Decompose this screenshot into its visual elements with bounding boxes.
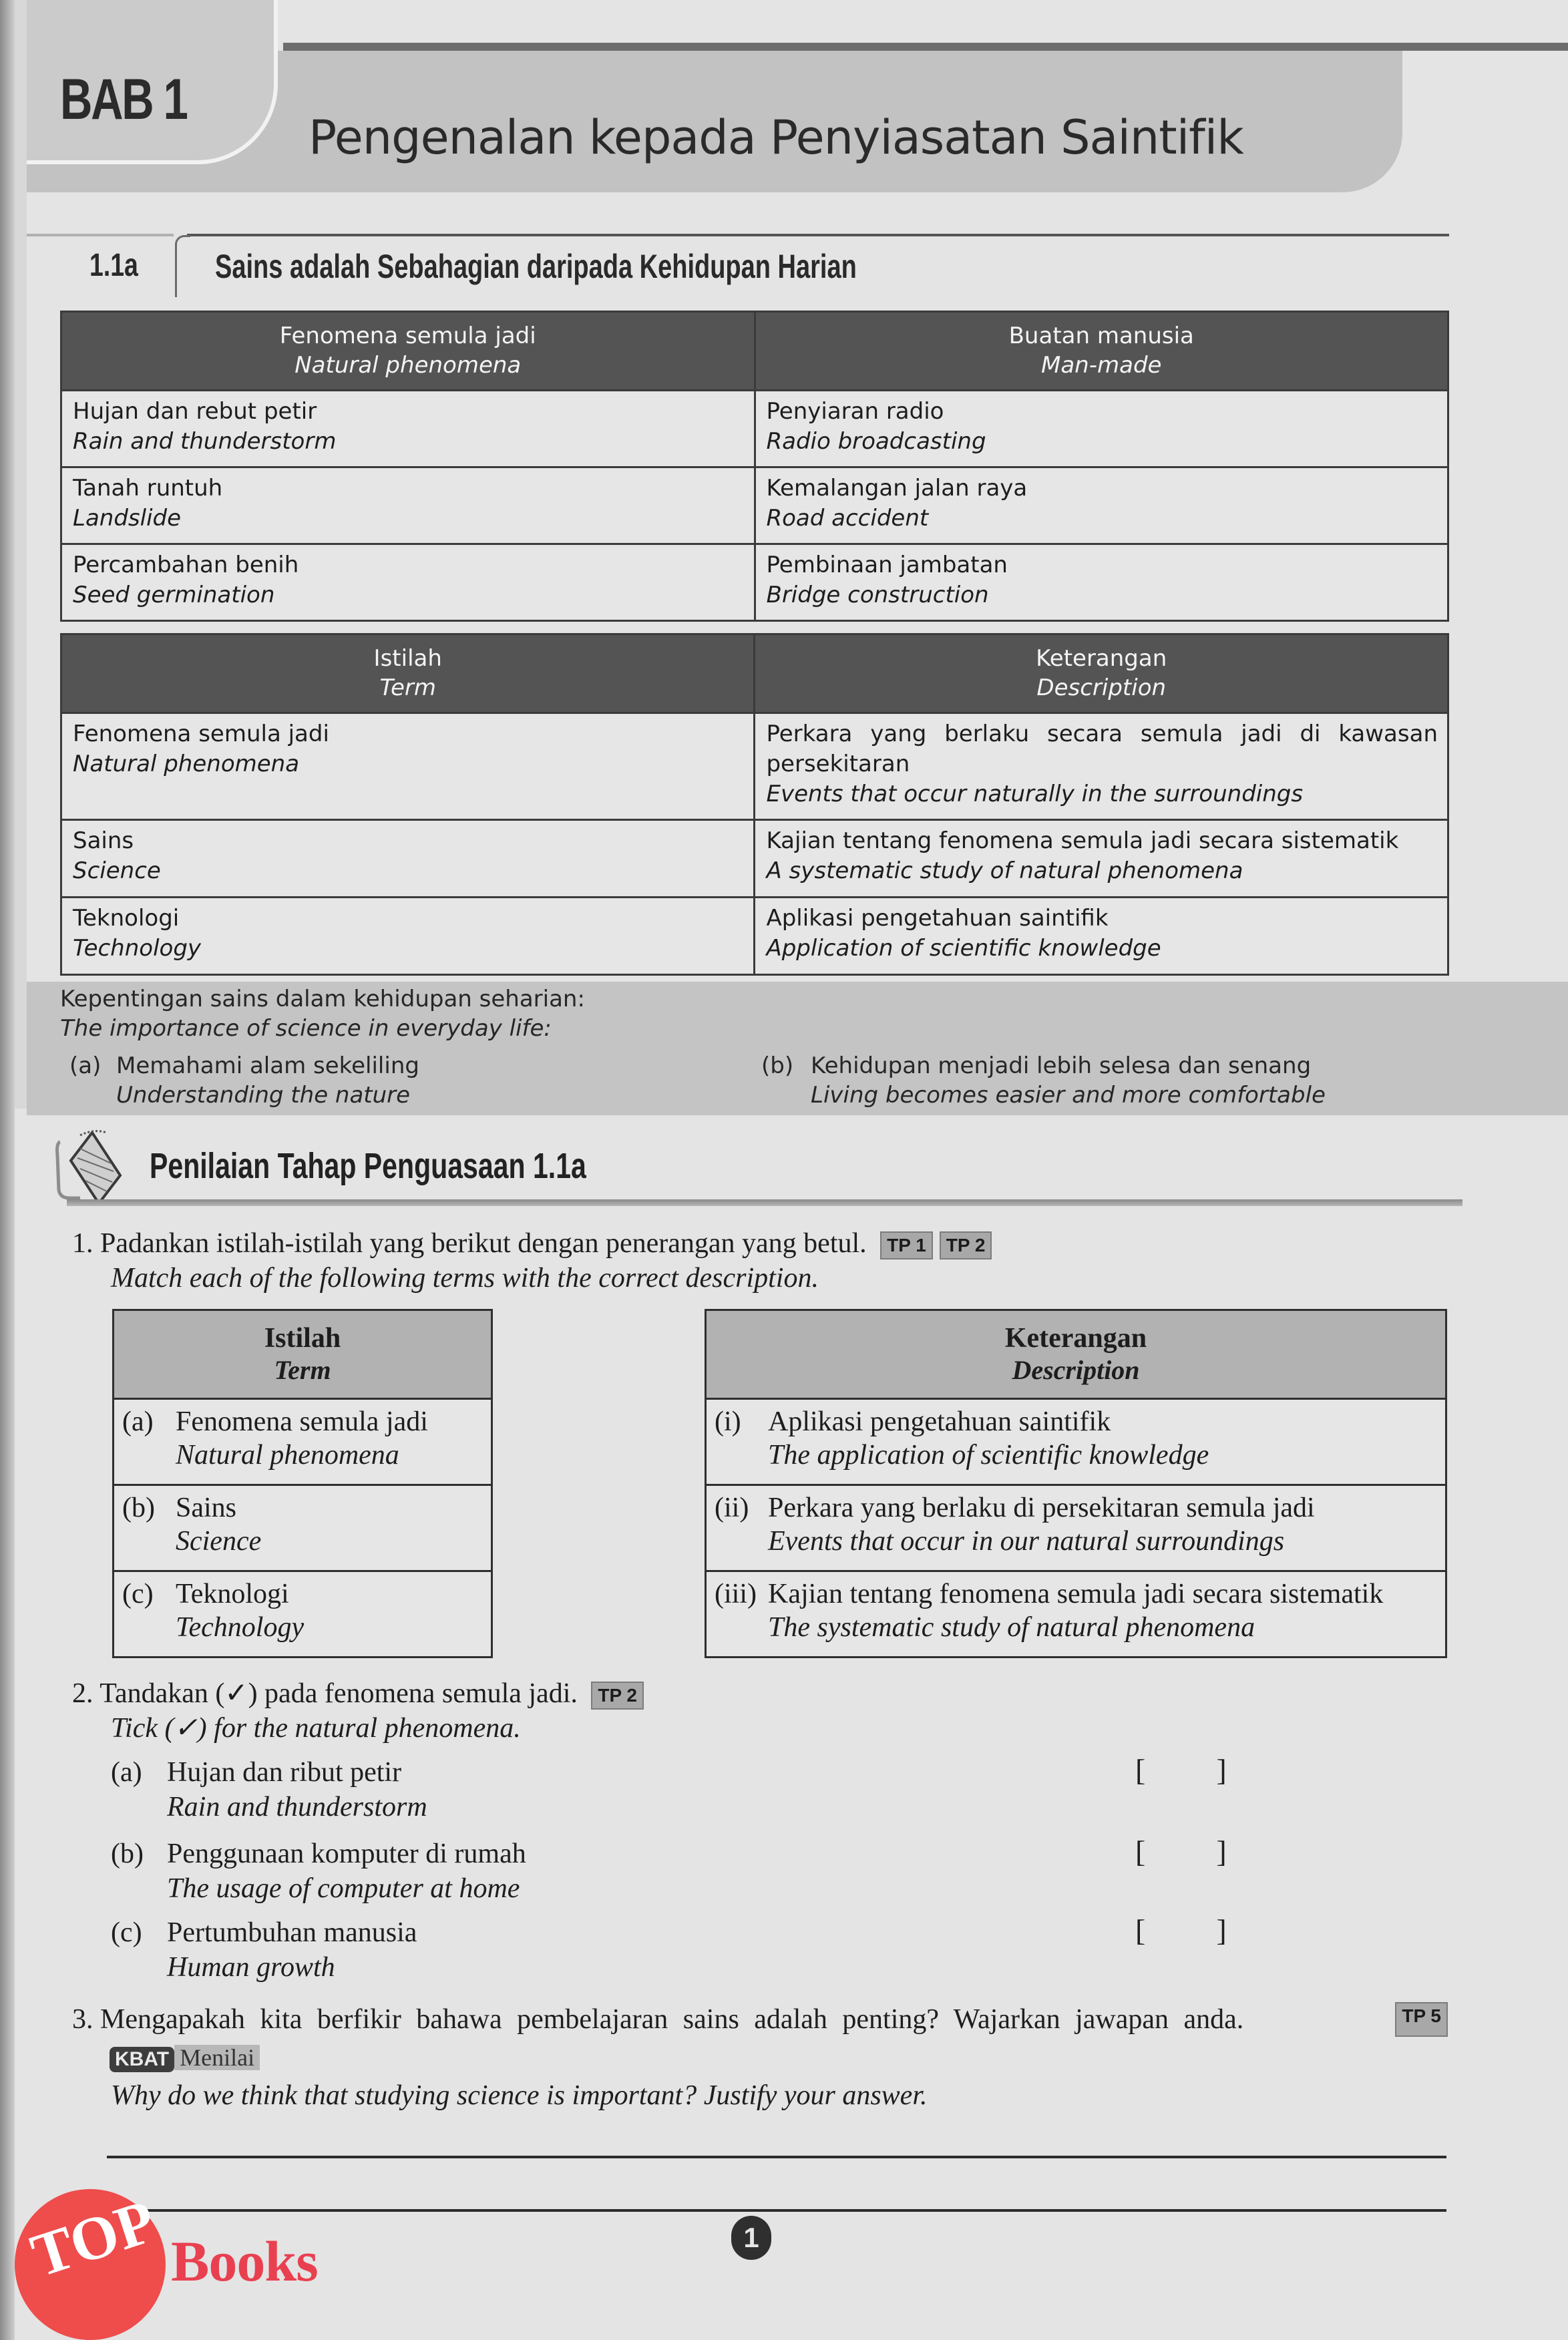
table-cell: Teknologi Technology [61, 898, 755, 975]
item-text-en: Living becomes easier and more comfortable [811, 1082, 1326, 1109]
tp-badge: TP 1 [880, 1231, 933, 1259]
subsection-rule [187, 234, 1449, 236]
tp-badge: TP 2 [940, 1231, 992, 1259]
item-text-en: Understanding the nature [116, 1082, 411, 1109]
table-cell: Pembinaan jambatan Bridge construction [755, 544, 1448, 621]
column-header-manmade: Buatan manusia Man-made [755, 312, 1448, 391]
column-header-description: Keterangan Description [706, 1310, 1446, 1399]
item-text-ms: Memahami alam sekeliling [116, 1052, 419, 1079]
tick-item-b: (b) Penggunaan komputer di rumah The usage of computer at home [111, 1838, 526, 1904]
page-number: 1 [731, 2216, 771, 2260]
column-header-description: Keterangan Description [755, 634, 1448, 713]
table-row [61, 898, 1448, 975]
answer-field[interactable] [107, 2164, 1446, 2204]
question-number: 3. Mengapakah kita berfikir bahawa pembelajaran sains adalah penting? Wajarkan jawapan anda. [72, 2004, 1244, 2035]
tp-badge: TP 2 [591, 1682, 644, 1710]
assessment-rule [67, 1199, 1462, 1206]
page-binding-shadow [15, 0, 27, 1109]
table-row [61, 391, 1448, 467]
match-description-i[interactable]: (i) Aplikasi pengetahuan saintifik The application of scientific knowledge [706, 1399, 1446, 1485]
table-row [61, 820, 1448, 898]
match-description-iii[interactable]: (iii) Kajian tentang fenomena semula jadi secara sistematik The systematic study of natural phenomena [706, 1571, 1446, 1658]
chapter-top-rule [283, 43, 1568, 51]
match-description-ii[interactable]: (ii) Perkara yang berlaku di persekitaran semula jadi Events that occur in our natural surroundings [706, 1485, 1446, 1571]
match-term-row[interactable] [114, 1485, 492, 1571]
match-descriptions-table [705, 1309, 1447, 1658]
answer-line[interactable] [107, 2156, 1446, 2158]
importance-title [60, 984, 585, 1043]
importance-title-en: The importance of science in everyday life: [60, 1015, 552, 1042]
chapter-title: Pengenalan kepada Penyiasatan Saintifik [309, 110, 1243, 165]
tick-box-a[interactable]: [ ] [1135, 1753, 1227, 1787]
column-header-term: Istilah Term [114, 1310, 492, 1399]
table-cell: Percambahan benih Seed germination [61, 544, 755, 621]
match-term-a[interactable]: (a) Fenomena semula jadi Natural phenomena [114, 1399, 492, 1485]
question-1 [72, 1226, 1448, 1296]
question-text-ms: Padankan istilah-istilah yang berikut dengan penerangan yang betul. [100, 1228, 867, 1259]
table-cell: Tanah runtuh Landslide [61, 467, 755, 544]
assessment-title: Penilaian Tahap Penguasaan 1.1a [150, 1146, 586, 1186]
subsection-number: 1.1a [89, 248, 138, 283]
match-term-c[interactable]: (c) Teknologi Technology [114, 1571, 492, 1658]
tp-badge: TP 5 [1395, 2002, 1448, 2037]
table-cell: Aplikasi pengetahuan saintifik Application of scientific knowledge [755, 898, 1448, 975]
table-row [61, 713, 1448, 820]
match-term-row[interactable] [114, 1571, 492, 1658]
question-number: 2. [72, 1678, 93, 1709]
match-description-row[interactable] [706, 1485, 1446, 1571]
logo-top-text: TOP [23, 2186, 164, 2290]
table-cell: Fenomena semula jadi Natural phenomena [61, 713, 755, 820]
notepad-pencil-icon [53, 1129, 127, 1209]
subsection-bracket [175, 235, 190, 297]
table-header-row [61, 634, 1448, 713]
kbat-badge: KBAT [110, 2047, 174, 2072]
phenomena-table [60, 311, 1449, 622]
item-label: (a) [69, 1052, 102, 1079]
importance-title-ms: Kepentingan sains dalam kehidupan seharian: [60, 986, 585, 1012]
tick-box-b[interactable]: [ ] [1135, 1834, 1227, 1869]
question-number: 1. [72, 1228, 93, 1259]
column-header-natural: Fenomena semula jadi Natural phenomena [61, 312, 755, 391]
table-header-row [114, 1310, 492, 1399]
importance-item-b [761, 1051, 1326, 1110]
tick-box-c[interactable]: [ ] [1135, 1913, 1227, 1947]
match-terms-table [112, 1309, 493, 1658]
match-description-row[interactable] [706, 1399, 1446, 1485]
terms-table [60, 633, 1449, 976]
question-text-en: Tick (✓) for the natural phenomena. [111, 1713, 521, 1744]
question-text-en: Why do we think that studying science is important? Justify your answer. [111, 2080, 928, 2111]
table-header-row [706, 1310, 1446, 1399]
table-cell: Penyiaran radio Radio broadcasting [755, 391, 1448, 467]
table-row [61, 544, 1448, 621]
subsection-tab-rule [27, 234, 174, 236]
match-description-row[interactable] [706, 1571, 1446, 1658]
table-row [61, 467, 1448, 544]
question-3 [72, 2002, 1448, 2113]
tick-item-a: (a) Hujan dan ribut petir Rain and thunderstorm [111, 1757, 427, 1822]
question-text-ms: Tandakan (✓) pada fenomena semula jadi. [100, 1678, 578, 1709]
tick-item-c: (c) Pertumbuhan manusia Human growth [111, 1917, 417, 1983]
question-text-ms: Mengapakah kita berfikir bahawa pembelajaran sains adalah penting? Wajarkan jawapan anda. [100, 2004, 1244, 2035]
page-binding-edge [0, 0, 15, 2340]
table-cell: Kajian tentang fenomena semula jadi secara sistematik A systematic study of natural phenomena [755, 820, 1448, 898]
item-text-ms: Kehidupan menjadi lebih selesa dan senang [811, 1052, 1312, 1079]
kbat-level: Menilai [174, 2045, 260, 2070]
table-cell: Perkara yang berlaku secara semula jadi di kawasan persekitaran Events that occur naturally in the surroundings [755, 713, 1448, 820]
item-label: (b) [761, 1052, 794, 1079]
table-cell: Kemalangan jalan raya Road accident [755, 467, 1448, 544]
answer-line[interactable] [107, 2209, 1446, 2212]
match-term-row[interactable] [114, 1399, 492, 1485]
subsection-title: Sains adalah Sebahagian daripada Kehidupan Harian [215, 248, 857, 285]
table-header-row [61, 312, 1448, 391]
table-cell: Hujan dan rebut petir Rain and thunderstorm [61, 391, 755, 467]
column-header-term: Istilah Term [61, 634, 755, 713]
logo-books-text: Books [171, 2229, 318, 2293]
question-text-en: Match each of the following terms with the correct description. [111, 1263, 819, 1294]
table-cell: Sains Science [61, 820, 755, 898]
importance-item-a [69, 1051, 419, 1110]
match-term-b[interactable]: (b) Sains Science [114, 1485, 492, 1571]
chapter-label: BAB 1 [60, 67, 187, 132]
question-2 [72, 1676, 1448, 1746]
